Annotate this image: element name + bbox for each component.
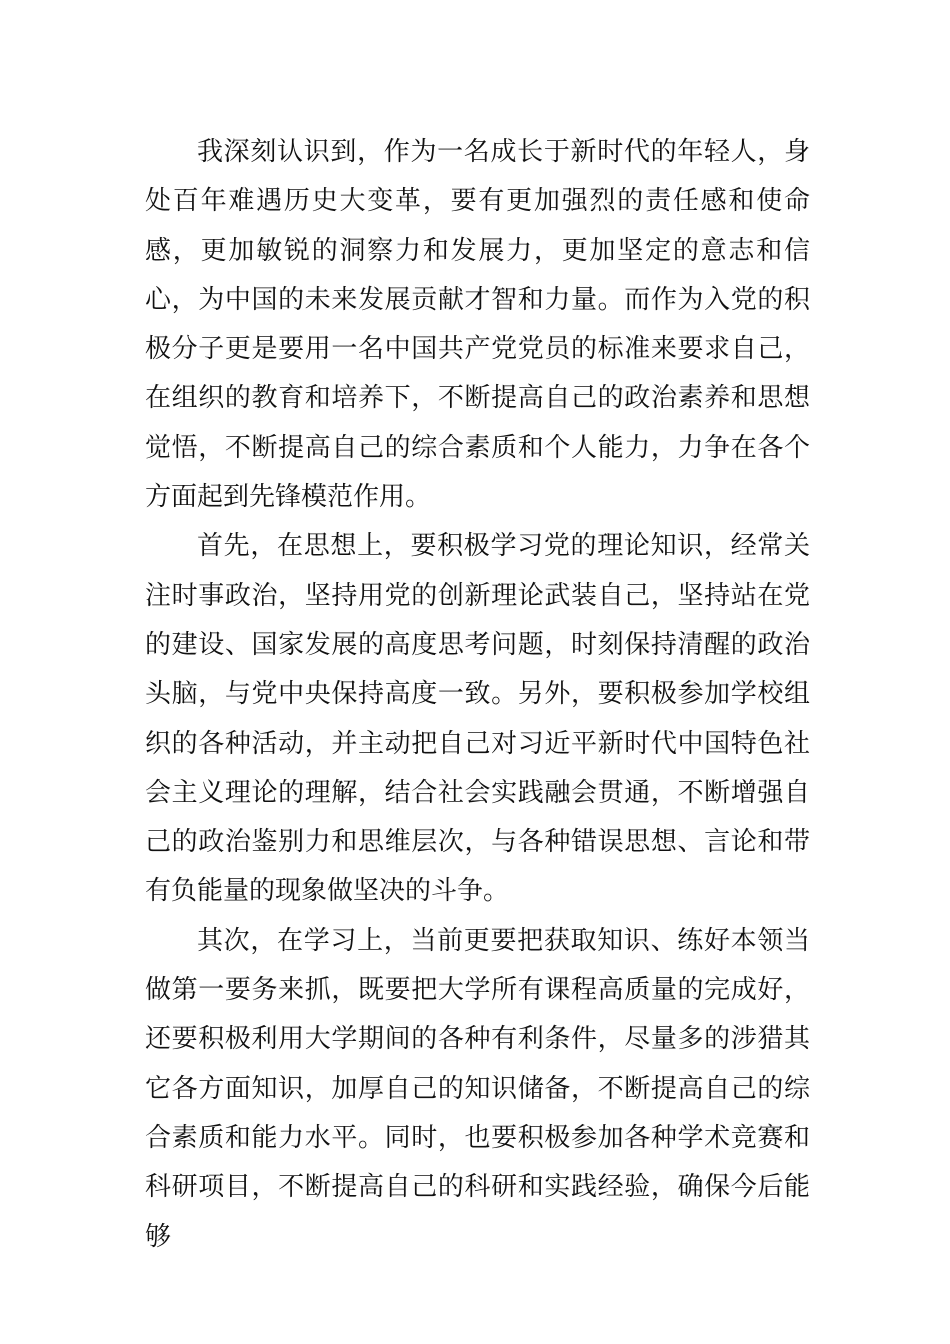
paragraph-ideology: 首先，在思想上，要积极学习党的理论知识，经常关注时事政治，坚持用党的创新理论武装自己，坚持站在党的建设、国家发展的高度思考问题，时刻保持清醒的政治头脑，与党中央保持高度一致。另外，要积极参加学校组织的各种活动，并主动把自己对习近平新时代中国特色社会主义理论的理解，结合社会实践融会贯通，不断增强自己的政治鉴别力和思维层次，与各种错误思想、言论和带有负能量的现象做坚决的斗争。	[145, 531, 810, 907]
paragraph-study: 其次，在学习上，当前更要把获取知识、练好本领当做第一要务来抓，既要把大学所有课程高质量的完成好，还要积极利用大学期间的各种有利条件，尽量多的涉猎其它各方面知识，加厚自己的知识储备，不断提高自己的综合素质和能力水平。同时，也要积极参加各种学术竞赛和科研项目，不断提高自己的科研和实践经验，确保今后能够	[145, 925, 810, 1252]
paragraph-awareness: 我深刻认识到，作为一名成长于新时代的年轻人，身处百年难遇历史大变革，要有更加强烈的责任感和使命感，更加敏锐的洞察力和发展力，更加坚定的意志和信心，为中国的未来发展贡献才智和力量。而作为入党的积极分子更是要用一名中国共产党党员的标准来要求自己，在组织的教育和培养下，不断提高自己的政治素养和思想觉悟，不断提高自己的综合素质和个人能力，力争在各个方面起到先锋模范作用。	[145, 137, 810, 513]
